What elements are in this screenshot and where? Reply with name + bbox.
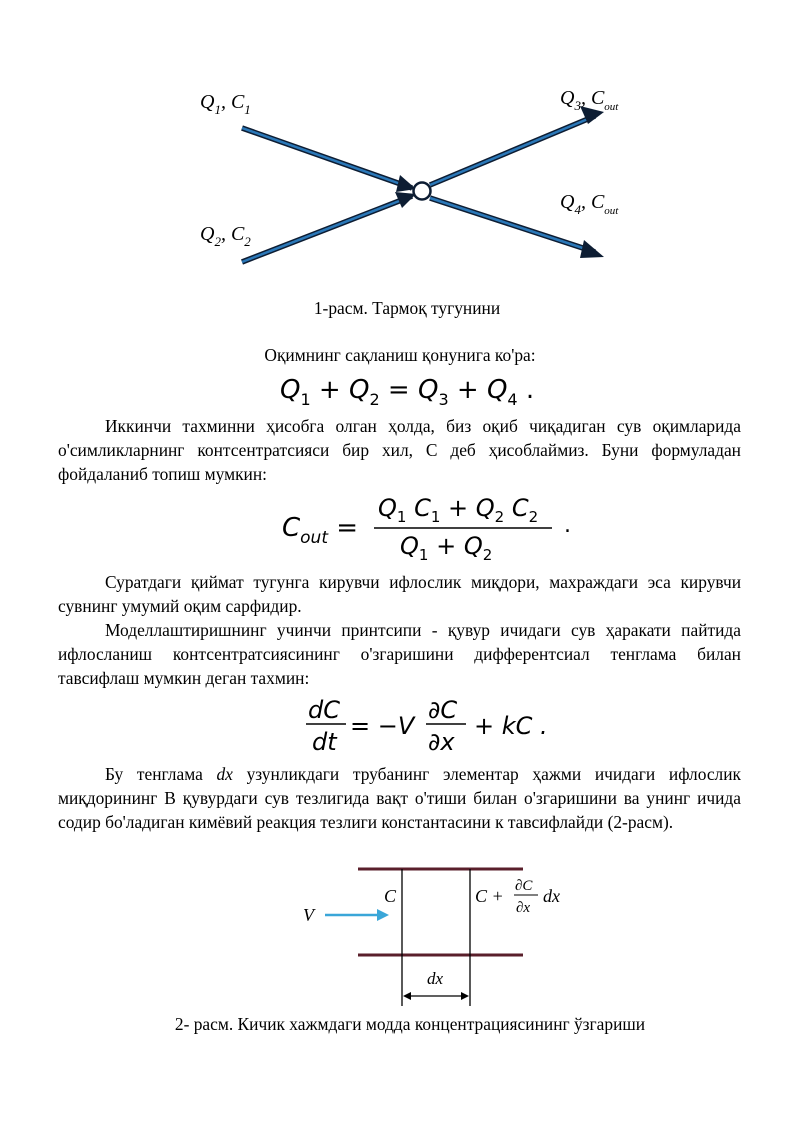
label-v: V <box>303 905 314 925</box>
figure-1 <box>180 80 640 290</box>
figure-2 <box>295 862 575 1010</box>
outflow-pipe-1 <box>430 106 604 185</box>
label-partial-c: ∂C <box>515 878 533 894</box>
label-partial-x: ∂x <box>516 900 531 916</box>
network-node-diagram <box>180 80 640 290</box>
figure-2-caption: 2- расм. Кичик хажмдаги модда концентрациясининг ўзгариши <box>174 1014 646 1034</box>
label-q2-c2: $Q_2$, $C_2$ <box>200 223 251 249</box>
figure-1-caption: 1-расм. Тармоқ тугунини <box>313 298 501 318</box>
svg-text:.: . <box>564 513 571 538</box>
svg-text:Q1 + Q2: $Q_1 + Q_2$ <box>400 532 493 564</box>
svg-text:= −V: = −V <box>350 712 415 740</box>
pipe-element-diagram <box>295 862 575 1010</box>
label-dx-dimension: dx <box>427 969 444 988</box>
label-c-plus: C + <box>475 886 504 906</box>
svg-text:+ kC .: + kC . <box>474 712 548 740</box>
dx-dimension-arrow <box>403 992 469 1000</box>
formula-c-out <box>270 488 590 566</box>
label-c: C <box>384 886 397 906</box>
paragraph-4 <box>58 762 741 834</box>
svg-text:Q1 C1 + Q2 C2: $Q_1$ $C_1 + Q_2$ $C_2$ <box>378 494 539 526</box>
intro-line: Оқимнинг сақланиш қонунига ко'ра: <box>264 345 536 365</box>
paragraph-2: Суратдаги қиймат тугунга кирувчи ифлослик миқдори, махраждаги эса кирувчи сувнинг умумий оқим сарфидир. <box>58 572 741 616</box>
paragraph-4-start: Бу тенглама <box>105 764 217 784</box>
svg-text:dC: dC <box>308 696 340 724</box>
svg-text:∂x: ∂x <box>428 728 455 756</box>
formula-differential <box>300 692 560 756</box>
svg-text:Q1 + Q2 = Q3 + Q4 .: $Q_1 + Q_2 = Q_3 + Q_4$ . <box>280 375 535 409</box>
inflow-pipe-2 <box>242 192 416 262</box>
network-node <box>414 183 431 200</box>
paragraph-4-end: узунликдаги трубанинг элементар ҳажми ичидаги ифлослик миқдорининг В қувурдаги сув тезлигида вақт о'тиши билан о'згаришини ва унинг ичида содир бо'ладиган кимёвий реакция тезлиги константасини к тавсифлайди (2-расм). <box>58 764 741 832</box>
label-dx-term: dx <box>543 886 560 906</box>
label-q4-cout: $Q_4$, $C_{out}$ <box>560 191 619 217</box>
svg-text:dt: dt <box>312 728 337 756</box>
svg-text:∂C: ∂C <box>428 696 458 724</box>
label-q1-c1: $Q_1$, $C_1$ <box>200 91 251 117</box>
formula-flow-balance <box>270 366 550 410</box>
inflow-pipe-1 <box>242 128 416 192</box>
svg-text:Cout =: $C_{out}$ = <box>282 513 359 548</box>
paragraph-3: Моделлаштиришнинг учинчи принтсипи - қувур ичидаги сув ҳаракати пайтида ифлосланиш контсентратсиясининг о'згаришини дифферентсиал тенглама билан тавсифлаш мумкин деган тахмин: <box>58 620 741 688</box>
paragraph-1: Иккинчи тахминни ҳисобга олган ҳолда, биз оқиб чиқадиган сув оқимларида о'симликларнинг контсентратсияси бир хил, C деб ҳисоблаймиз. Буни формуладан фойдаланиб топиш мумкин: <box>58 416 741 484</box>
paragraph-4-dx: dx <box>216 764 233 784</box>
label-q3-cout: $Q_3$, $C_{out}$ <box>560 87 619 113</box>
velocity-arrow <box>325 909 389 921</box>
